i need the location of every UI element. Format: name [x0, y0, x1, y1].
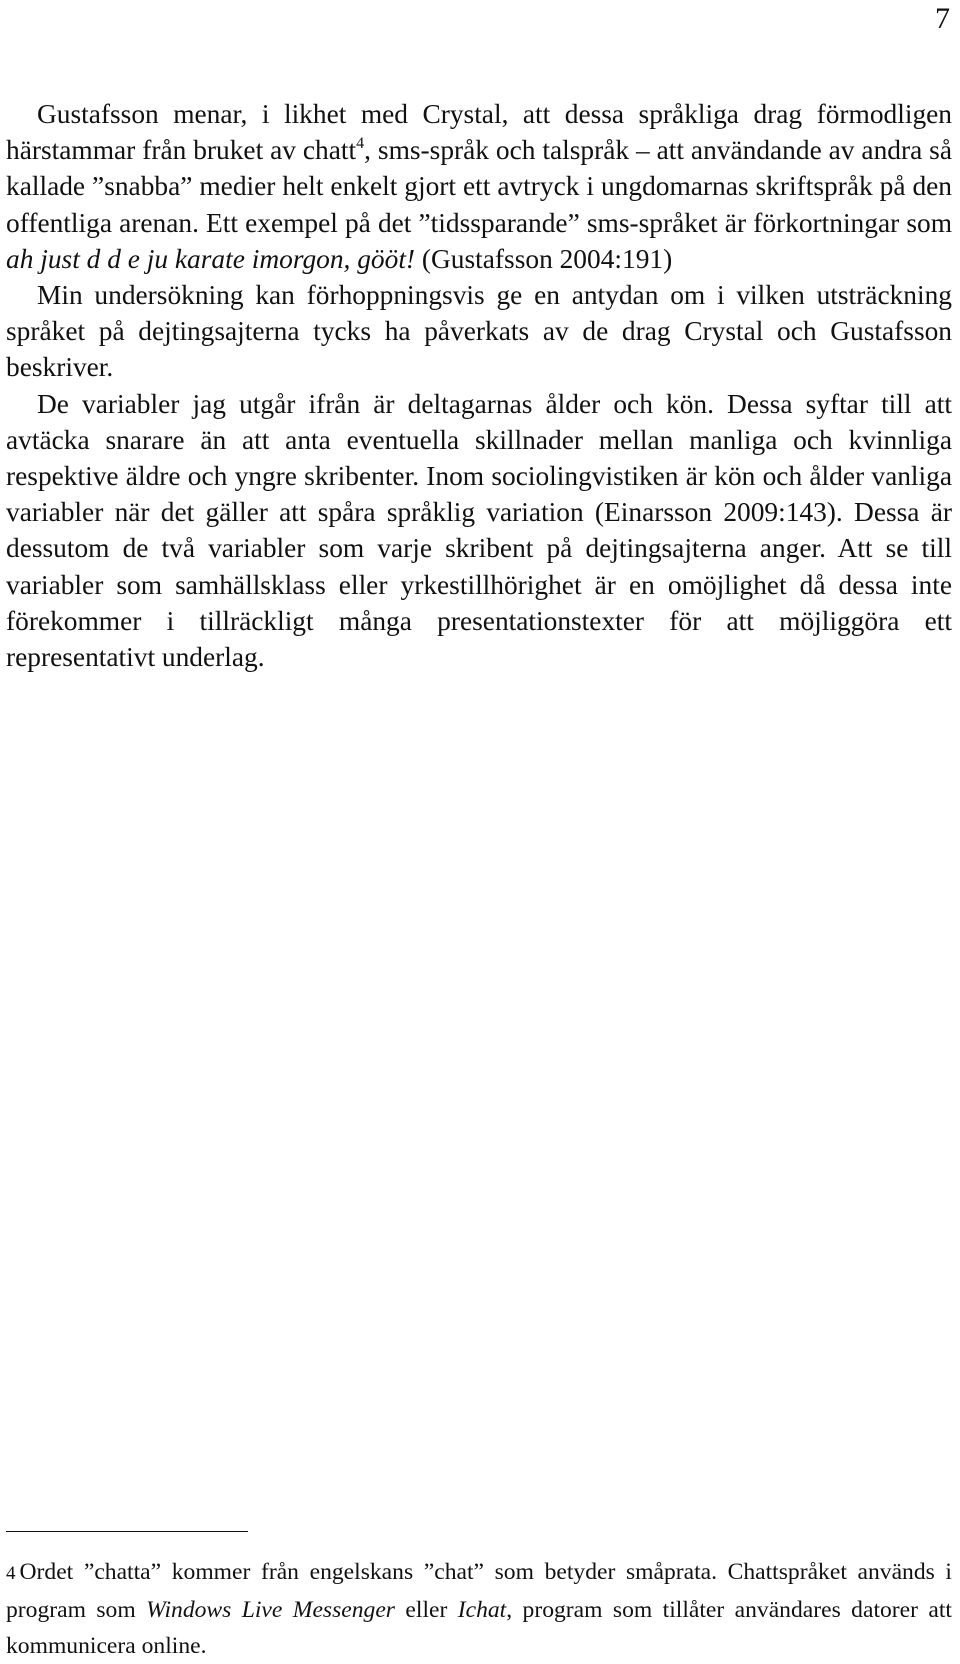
footnote-number: 4: [6, 1563, 16, 1584]
paragraph-2: Min undersökning kan förhoppningsvis ge en antydan om i vilken utsträckning språket på dejtingsajterna tycks ha påverkats av de drag Crystal och Gustafsson beskriver.: [6, 280, 952, 383]
footnote-program-1: Windows Live Messenger: [146, 1597, 395, 1623]
citation: (Gustafsson 2004:191): [415, 243, 673, 274]
body-text: [6, 96, 952, 675]
paragraph-1-text-a: Gustafsson menar, i likhet med Crystal, att dessa språkliga drag förmodligen härstammar från bruket av chatt: [6, 99, 952, 166]
paragraph-1-text-b: , sms-språk och talspråk – att användande av andra så kallade ”snabba” medier helt enkelt gjort ett avtryck i ungdomarnas skriftspråk på den offentliga arenan. Ett exempel på det ”tidssparande” sms-språket är förkortningar som: [6, 135, 952, 238]
footnote-program-2: Ichat: [457, 1597, 507, 1623]
sms-example: ah just d d e ju karate imorgon, gööt!: [6, 243, 416, 274]
footnote-text-c: , program som tillåter användares datorer att kommunicera online.: [6, 1597, 952, 1659]
paragraph-3: De variabler jag utgår ifrån är deltagarnas ålder och kön. Dessa syftar till att avtäcka snarare än att anta eventuella skillnader mellan manliga och kvinnliga respektive äldre och yngre skribenter. Inom sociolingvistiken är kön och ålder vanliga variabler när det gäller att spåra språklig variation (Einarsson 2009:143). Dessa är dessutom de två variabler som varje skribent på dejtingsajterna anger. Att se till variabler som samhällsklass eller yrkestillhörighet är en omöjlighet då dessa inte förekommer i tillräckligt många presentationstexter för att möjliggöra ett representativt underlag.: [6, 388, 952, 673]
page-number: 7: [935, 2, 950, 35]
footnote-text-b: eller: [395, 1597, 458, 1623]
footnote-text-a: Ordet ”chatta” kommer från engelskans ”chat” som betyder småprata. Chattspråket används i program som: [6, 1559, 952, 1623]
footnote-reference: 4: [356, 135, 365, 153]
footnote: [6, 1554, 952, 1664]
paragraph-1: [6, 96, 952, 277]
footnote-separator: [6, 1531, 248, 1532]
